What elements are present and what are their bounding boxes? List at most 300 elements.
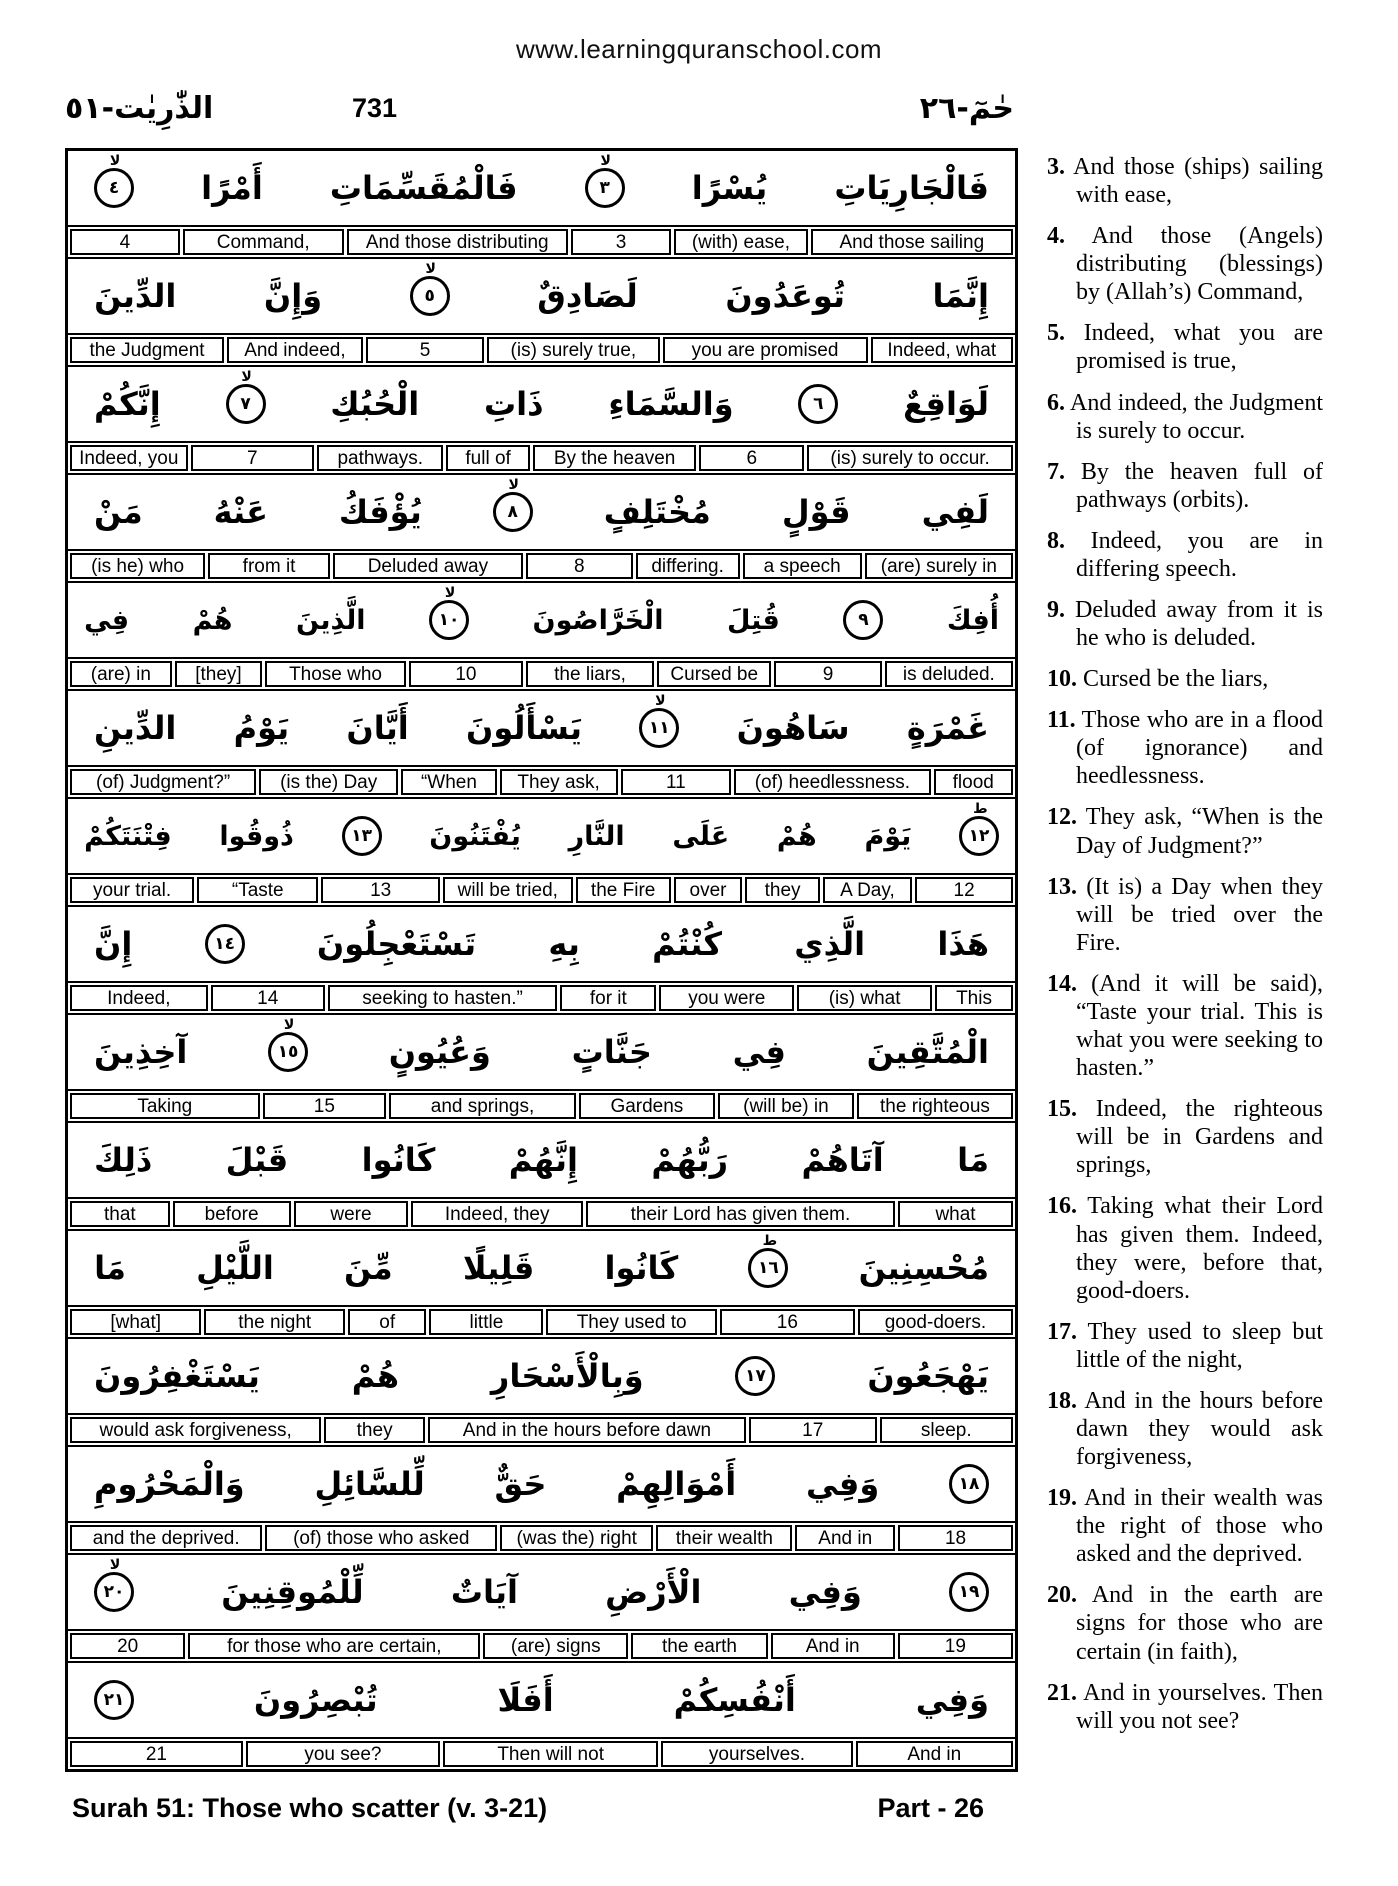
word-meaning-cell: Cursed be xyxy=(657,661,771,687)
arabic-word: تُبْصِرُونَ xyxy=(253,1681,378,1719)
verse-number-label: 17. xyxy=(1047,1318,1077,1345)
word-meaning-cell: (was the) right xyxy=(500,1525,653,1551)
verse-row xyxy=(68,367,1015,475)
word-meaning-cell: [they] xyxy=(175,661,263,687)
verse-number-label: 11. xyxy=(1047,707,1076,734)
verse-end-marker xyxy=(959,801,999,856)
verse-translation: 4. And those (Angels) distributing (blessings) by (Allah’s) Command, xyxy=(1047,223,1323,306)
word-meaning-cell: were xyxy=(294,1201,409,1227)
verse-end-marker xyxy=(585,153,625,208)
word-meaning-cell: And indeed, xyxy=(227,337,363,363)
surah-name-arabic: الذّٰرِيٰت-٥١ xyxy=(65,90,214,126)
verse-end-marker xyxy=(949,1572,989,1612)
arabic-word: آتَاهُمْ xyxy=(801,1141,884,1179)
word-meaning-cell: your trial. xyxy=(70,877,194,903)
word-meaning-cell: Indeed, you xyxy=(70,445,188,471)
word-meaning-cell: good-doers. xyxy=(858,1309,1013,1335)
arabic-line xyxy=(68,1339,1015,1415)
verse-end-marker xyxy=(94,153,134,208)
word-meaning-cell: seeking to hasten.” xyxy=(328,985,558,1011)
english-row xyxy=(68,659,1015,689)
verse-number-arabic: ٣ xyxy=(599,177,610,198)
arabic-word: هُمْ xyxy=(351,1357,400,1395)
word-meaning-cell: for it xyxy=(560,985,656,1011)
arabic-word: مَا xyxy=(957,1141,989,1179)
arabic-word: مَا xyxy=(94,1249,126,1287)
word-meaning-cell: full of xyxy=(446,445,529,471)
english-row xyxy=(68,1199,1015,1229)
arabic-word: قَلِيلًا xyxy=(462,1249,535,1287)
verse-number-arabic: ١٤ xyxy=(214,933,236,954)
website-url: www.learningquranschool.com xyxy=(515,34,883,64)
verse-number-arabic: ٢٠ xyxy=(103,1581,125,1602)
word-meaning-cell: pathways. xyxy=(317,445,443,471)
word-meaning-cell: over xyxy=(674,877,743,903)
word-meaning-cell: And those sailing xyxy=(811,229,1013,255)
arabic-word: لِّلْمُوقِنِينَ xyxy=(221,1573,364,1611)
arabic-word: وَفِي xyxy=(915,1681,989,1719)
arabic-line xyxy=(68,583,1015,659)
word-by-word-table xyxy=(65,148,1018,1772)
verse-translation: 13. (It is) a Day when they will be tried over the Fire. xyxy=(1047,873,1323,956)
arabic-word: لَفِي xyxy=(921,493,989,531)
verse-number-label: 7. xyxy=(1047,458,1065,485)
arabic-word: كَانُوا xyxy=(361,1141,436,1179)
verse-number-cell: 6 xyxy=(699,445,804,471)
english-row xyxy=(68,1523,1015,1553)
arabic-word: عَنْهُ xyxy=(213,493,268,531)
stop-sign-mark: لا xyxy=(444,585,456,601)
word-meaning-cell: (are) in xyxy=(70,661,172,687)
verse-number-label: 20. xyxy=(1047,1582,1077,1609)
stop-sign-mark: لا xyxy=(655,693,666,709)
word-meaning-cell: Those who xyxy=(265,661,406,687)
page-footer xyxy=(72,1793,984,1824)
arabic-line xyxy=(68,1015,1015,1091)
arabic-word: فَالْجَارِيَاتِ xyxy=(834,169,989,207)
word-meaning-cell: They ask, xyxy=(500,769,618,795)
verse-number-cell: 18 xyxy=(898,1525,1013,1551)
verse-number-arabic: ١١ xyxy=(648,717,670,738)
arabic-word: فِي xyxy=(732,1033,786,1071)
english-row xyxy=(68,1415,1015,1445)
arabic-word: إِنَّمَا xyxy=(932,277,989,315)
english-row xyxy=(68,767,1015,797)
word-meaning-cell: their Lord has given them. xyxy=(586,1201,895,1227)
english-row xyxy=(68,443,1015,473)
word-meaning-cell: sleep. xyxy=(880,1417,1013,1443)
stop-sign-mark: ط xyxy=(762,1233,778,1249)
arabic-word: أَفَلَا xyxy=(497,1681,554,1719)
word-meaning-cell: And in xyxy=(771,1633,895,1659)
word-meaning-cell: from it xyxy=(208,553,330,579)
arabic-word: يُسْرًا xyxy=(691,169,768,207)
arabic-word: أَمْوَالِهِمْ xyxy=(616,1465,737,1503)
arabic-line xyxy=(68,259,1015,335)
verse-number-label: 14. xyxy=(1047,970,1077,997)
verse-row xyxy=(68,259,1015,367)
verse-number-label: 12. xyxy=(1047,804,1077,831)
word-meaning-cell: the night xyxy=(204,1309,345,1335)
arabic-line xyxy=(68,1123,1015,1199)
verse-end-marker xyxy=(843,600,883,640)
arabic-word: أَيَّانَ xyxy=(346,709,409,747)
word-meaning-cell: (are) signs xyxy=(483,1633,628,1659)
verse-end-marker xyxy=(94,1680,134,1720)
word-meaning-cell: (will be) in xyxy=(718,1093,854,1119)
verse-number-arabic: ١٨ xyxy=(958,1473,980,1494)
arabic-word: يَوْمُ xyxy=(233,709,290,747)
verse-number-cell: 16 xyxy=(720,1309,855,1335)
arabic-word: كُنْتُمْ xyxy=(652,925,722,963)
verse-translation: 11. Those who are in a flood (of ignorance) and heedlessness. xyxy=(1047,707,1323,790)
english-row xyxy=(68,335,1015,365)
word-meaning-cell: “Taste xyxy=(197,877,318,903)
word-meaning-cell: their wealth xyxy=(656,1525,792,1551)
verse-translation: 9. Deluded away from it is he who is deluded. xyxy=(1047,597,1323,652)
stop-sign-mark: ط xyxy=(973,801,988,817)
verse-row xyxy=(68,1015,1015,1123)
arabic-word: أَنْفُسِكُمْ xyxy=(673,1681,796,1719)
verse-number-label: 3. xyxy=(1047,154,1065,180)
word-meaning-cell: By the heaven xyxy=(533,445,697,471)
verse-number-arabic: ٥ xyxy=(424,285,435,306)
part-label: Part - 26 xyxy=(877,1793,984,1823)
verse-number-label: 15. xyxy=(1047,1096,1077,1123)
page-number: 731 xyxy=(351,92,398,123)
verse-number-arabic: ١٠ xyxy=(438,609,460,630)
arabic-line xyxy=(68,907,1015,983)
word-meaning-cell: the Fire xyxy=(576,877,671,903)
arabic-line xyxy=(68,799,1015,875)
arabic-word: قُتِلَ xyxy=(727,604,780,636)
word-meaning-cell: (is) surely true, xyxy=(487,337,659,363)
stop-sign-mark: لا xyxy=(241,369,252,385)
word-meaning-cell: you were xyxy=(659,985,794,1011)
verse-end-marker xyxy=(748,1233,788,1288)
arabic-word: الْحُبُكِ xyxy=(330,385,420,423)
word-meaning-cell: flood xyxy=(934,769,1014,795)
verse-number-cell: 5 xyxy=(366,337,484,363)
arabic-line xyxy=(68,1447,1015,1523)
verse-number-arabic: ٢١ xyxy=(103,1689,125,1710)
verse-translation: 10. Cursed be the liars, xyxy=(1047,666,1269,693)
arabic-word: وَالْمَحْرُومِ xyxy=(94,1465,245,1503)
verse-translation: 12. They ask, “When is the Day of Judgment?” xyxy=(1047,804,1323,859)
word-meaning-cell: and the deprived. xyxy=(70,1525,262,1551)
verse-row xyxy=(68,799,1015,907)
verse-end-marker xyxy=(268,1017,308,1072)
arabic-word: تُوعَدُونَ xyxy=(725,277,845,315)
verse-end-marker xyxy=(639,693,679,748)
arabic-word: أُفِكَ xyxy=(946,604,999,636)
verse-row xyxy=(68,1123,1015,1231)
word-meaning-cell: a speech xyxy=(743,553,862,579)
arabic-word: فِي xyxy=(84,604,130,636)
arabic-word: النَّارِ xyxy=(568,820,625,852)
verse-number-arabic: ٩ xyxy=(858,609,869,630)
verse-number-arabic: ٨ xyxy=(507,501,518,522)
word-meaning-cell: They used to xyxy=(546,1309,716,1335)
arabic-word: وَفِي xyxy=(806,1465,880,1503)
english-row xyxy=(68,875,1015,905)
verse-number-arabic: ١٢ xyxy=(968,825,990,846)
verse-translation: 16. Taking what their Lord has given them. Indeed, they were, before that, good-doers. xyxy=(1047,1193,1323,1304)
word-meaning-cell: the liars, xyxy=(526,661,654,687)
surah-footer-label: Surah 51: Those who scatter (v. 3-21) xyxy=(72,1793,548,1823)
word-meaning-cell: they xyxy=(745,877,819,903)
word-meaning-cell: (is) surely to occur. xyxy=(807,445,1013,471)
arabic-word: سَاهُونَ xyxy=(736,709,850,747)
arabic-word: فَالْمُقَسِّمَاتِ xyxy=(329,169,518,207)
verse-number-arabic: ١٥ xyxy=(277,1041,299,1062)
word-meaning-cell: the earth xyxy=(631,1633,767,1659)
word-meaning-cell: And in xyxy=(795,1525,895,1551)
verse-row xyxy=(68,1231,1015,1339)
word-meaning-cell: of xyxy=(348,1309,426,1335)
verse-number-arabic: ١٧ xyxy=(745,1365,766,1386)
verse-number-arabic: ١٦ xyxy=(758,1257,779,1278)
verse-translation: 3. And those (ships) sailing with ease, xyxy=(1047,154,1323,209)
verse-number-cell: 17 xyxy=(749,1417,877,1443)
word-meaning-cell: is deluded. xyxy=(885,661,1013,687)
word-meaning-cell: Indeed, xyxy=(70,985,208,1011)
stop-sign-mark: لا xyxy=(109,153,121,169)
word-meaning-cell: Gardens xyxy=(579,1093,715,1119)
arabic-word: قَبْلَ xyxy=(225,1141,289,1179)
stop-sign-mark: لا xyxy=(109,1557,121,1573)
arabic-word: وَالسَّمَاءِ xyxy=(608,385,734,423)
arabic-word: فِتْنَتَكُمْ xyxy=(84,820,172,852)
arabic-word: مُخْتَلِفٍ xyxy=(603,493,711,531)
word-meaning-cell: (are) surely in xyxy=(865,553,1013,579)
verse-end-marker xyxy=(205,924,245,964)
arabic-word: وَإِنَّ xyxy=(263,277,323,315)
verse-row xyxy=(68,475,1015,583)
arabic-word: مُحْسِنِينَ xyxy=(858,1249,989,1287)
verse-row xyxy=(68,1663,1015,1769)
verse-end-marker xyxy=(949,1464,989,1504)
arabic-word: الدِّينَ xyxy=(94,277,177,315)
arabic-word: وَبِالْأَسْحَارِ xyxy=(490,1357,644,1395)
arabic-word: يَسْتَغْفِرُونَ xyxy=(94,1357,260,1395)
verse-translation: 7. By the heaven full of pathways (orbits). xyxy=(1047,458,1323,513)
page-header xyxy=(65,78,1018,138)
verse-row xyxy=(68,1339,1015,1447)
arabic-word: هَذَا xyxy=(937,925,989,963)
arabic-word: هُمْ xyxy=(776,820,817,852)
arabic-line xyxy=(68,691,1015,767)
verse-number-label: 8. xyxy=(1047,527,1065,554)
verse-number-cell: 10 xyxy=(409,661,523,687)
verse-translation: 17. They used to sleep but little of the night, xyxy=(1047,1318,1323,1373)
verse-translation: 6. And indeed, the Judgment is surely to occur. xyxy=(1047,389,1323,444)
arabic-word: يُفْتَنُونَ xyxy=(429,820,521,852)
translation-sidebar xyxy=(1047,153,1323,1748)
arabic-word: عَلَى xyxy=(672,820,730,852)
arabic-word: الدِّينِ xyxy=(94,709,177,747)
arabic-word: الْخَرَّاصُونَ xyxy=(532,604,664,636)
arabic-word: جَنَّاتٍ xyxy=(571,1033,652,1071)
verse-number-cell: 7 xyxy=(191,445,314,471)
verse-number-cell: 19 xyxy=(898,1633,1013,1659)
arabic-line xyxy=(68,367,1015,443)
word-meaning-cell: before xyxy=(173,1201,291,1227)
arabic-line xyxy=(68,1231,1015,1307)
verse-translation: 21. And in yourselves. Then will you not see? xyxy=(1047,1679,1323,1734)
arabic-word: تَسْتَعْجِلُونَ xyxy=(316,925,477,963)
arabic-word: آيَاتٌ xyxy=(450,1573,518,1611)
verse-end-marker xyxy=(342,816,382,856)
word-meaning-cell: Indeed, what xyxy=(871,337,1013,363)
word-meaning-cell: And those distributing xyxy=(347,229,568,255)
word-meaning-cell: Taking xyxy=(70,1093,260,1119)
arabic-word: يَوْمَ xyxy=(864,820,912,852)
arabic-word: يَهْجَعُونَ xyxy=(867,1357,989,1395)
arabic-word: اللَّيْلِ xyxy=(196,1249,274,1287)
verse-translation: 5. Indeed, what you are promised is true, xyxy=(1047,320,1323,375)
verse-number-label: 9. xyxy=(1047,597,1065,624)
verse-number-cell: 11 xyxy=(621,769,732,795)
word-meaning-cell: yourselves. xyxy=(661,1741,852,1767)
verse-translation: 20. And in the earth are signs for those who are certain (in faith), xyxy=(1047,1582,1323,1665)
verse-translation: 14. (And it will be said), “Taste your trial. This is what you were seeking to hasten.” xyxy=(1047,970,1323,1082)
juz-label-arabic: حٰمٓ-٢٦ xyxy=(919,90,1014,126)
arabic-line xyxy=(68,151,1015,227)
arabic-word: الَّذِي xyxy=(794,925,866,963)
word-meaning-cell: will be tried, xyxy=(443,877,573,903)
word-meaning-cell: (is) what xyxy=(797,985,932,1011)
word-meaning-cell: (of) those who asked xyxy=(265,1525,497,1551)
verse-number-label: 18. xyxy=(1047,1387,1077,1414)
word-meaning-cell: And in xyxy=(856,1741,1013,1767)
arabic-word: يُؤْفَكُ xyxy=(338,493,422,531)
stop-sign-mark: لا xyxy=(283,1017,295,1033)
arabic-word: قَوْلٍ xyxy=(781,493,851,531)
verse-number-label: 10. xyxy=(1047,666,1077,693)
word-meaning-cell: (is the) Day xyxy=(259,769,398,795)
word-meaning-cell: “When xyxy=(401,769,497,795)
arabic-word: لِّلسَّائِلِ xyxy=(314,1465,425,1503)
verse-number-cell: 9 xyxy=(774,661,881,687)
arabic-line xyxy=(68,1555,1015,1631)
word-meaning-cell: A Day, xyxy=(823,877,912,903)
verse-number-cell: 12 xyxy=(915,877,1013,903)
english-row xyxy=(68,1307,1015,1337)
verse-translation: 8. Indeed, you are in differing speech. xyxy=(1047,527,1323,582)
arabic-word: ذُوقُوا xyxy=(219,820,294,852)
verse-end-marker xyxy=(410,261,450,316)
verse-row xyxy=(68,691,1015,799)
word-meaning-cell: that xyxy=(70,1201,170,1227)
verse-number-label: 19. xyxy=(1047,1485,1077,1512)
word-meaning-cell: Indeed, they xyxy=(411,1201,582,1227)
verse-number-label: 21. xyxy=(1047,1679,1077,1706)
word-meaning-cell: (with) ease, xyxy=(674,229,807,255)
arabic-word: مِّنَ xyxy=(344,1249,393,1287)
verse-number-cell: 8 xyxy=(526,553,633,579)
verse-number-arabic: ٦ xyxy=(813,393,824,414)
verse-end-marker xyxy=(798,384,838,424)
verse-number-cell: 21 xyxy=(70,1741,243,1767)
verse-number-cell: 14 xyxy=(211,985,325,1011)
english-row xyxy=(68,1631,1015,1661)
word-meaning-cell: Command, xyxy=(183,229,344,255)
verse-number-label: 4. xyxy=(1047,223,1065,250)
word-meaning-cell: Deluded away xyxy=(333,553,523,579)
word-meaning-cell: for those who are certain, xyxy=(188,1633,480,1659)
arabic-word: لَوَاقِعٌ xyxy=(903,385,989,423)
verse-number-arabic: ٤ xyxy=(108,177,120,198)
arabic-word: بِهِ xyxy=(548,925,580,963)
english-row xyxy=(68,1091,1015,1121)
arabic-word: آخِذِينَ xyxy=(94,1033,188,1071)
word-meaning-cell: This xyxy=(935,985,1013,1011)
arabic-word: مَنْ xyxy=(94,493,143,531)
arabic-word: حَقٌّ xyxy=(494,1465,547,1503)
verse-number-label: 5. xyxy=(1047,320,1065,347)
verse-translation: 18. And in the hours before dawn they would ask forgiveness, xyxy=(1047,1387,1323,1471)
verse-number-cell: 4 xyxy=(70,229,180,255)
word-meaning-cell: differing. xyxy=(636,553,740,579)
arabic-word: أَمْرًا xyxy=(201,169,263,207)
english-row xyxy=(68,551,1015,581)
verse-end-marker xyxy=(94,1557,134,1612)
verse-number-label: 13. xyxy=(1047,873,1077,900)
word-meaning-cell: [what] xyxy=(70,1309,201,1335)
arabic-word: غَمْرَةٍ xyxy=(906,709,989,747)
stop-sign-mark: لا xyxy=(600,153,611,169)
word-meaning-cell: (of) Judgment?” xyxy=(70,769,256,795)
arabic-word: وَفِي xyxy=(788,1573,862,1611)
arabic-word: الْمُتَّقِينَ xyxy=(866,1033,989,1071)
verse-number-cell: 13 xyxy=(321,877,439,903)
verse-row xyxy=(68,907,1015,1015)
word-meaning-cell: (is he) who xyxy=(70,553,205,579)
word-meaning-cell: you are promised xyxy=(663,337,868,363)
stop-sign-mark: لا xyxy=(425,261,436,277)
word-meaning-cell: what xyxy=(898,1201,1013,1227)
word-meaning-cell: and springs, xyxy=(389,1093,576,1119)
verse-translation: 19. And in their wealth was the right of those who asked and the deprived. xyxy=(1047,1485,1323,1568)
verse-number-cell: 15 xyxy=(263,1093,387,1119)
verse-row xyxy=(68,1447,1015,1555)
verse-translation: 15. Indeed, the righteous will be in Gardens and springs, xyxy=(1047,1096,1323,1179)
verse-end-marker xyxy=(493,477,533,532)
word-meaning-cell: (of) heedlessness. xyxy=(734,769,930,795)
arabic-word: ذَاتِ xyxy=(483,385,544,423)
arabic-word: الْأَرْضِ xyxy=(605,1573,702,1611)
arabic-word: رَبُّهُمْ xyxy=(651,1141,729,1179)
verse-number-cell: 3 xyxy=(571,229,671,255)
verse-number-label: 6. xyxy=(1047,389,1065,416)
verse-row xyxy=(68,1555,1015,1663)
word-meaning-cell: would ask forgiveness, xyxy=(70,1417,321,1443)
word-meaning-cell: you see? xyxy=(246,1741,440,1767)
arabic-word: لَصَادِقٌ xyxy=(537,277,638,315)
arabic-word: إِنَّهُمْ xyxy=(508,1141,578,1179)
verse-number-cell: 20 xyxy=(70,1633,185,1659)
arabic-word: إِنَّ xyxy=(94,925,133,963)
verse-number-arabic: ١٩ xyxy=(958,1581,980,1602)
arabic-word: كَانُوا xyxy=(604,1249,679,1287)
arabic-word: إِنَّكُمْ xyxy=(94,385,161,423)
word-meaning-cell: Then will not xyxy=(443,1741,658,1767)
word-meaning-cell: And in the hours before dawn xyxy=(428,1417,746,1443)
word-meaning-cell: they xyxy=(324,1417,425,1443)
verse-end-marker xyxy=(429,585,469,640)
arabic-word: وَعُيُونٍ xyxy=(388,1033,491,1071)
